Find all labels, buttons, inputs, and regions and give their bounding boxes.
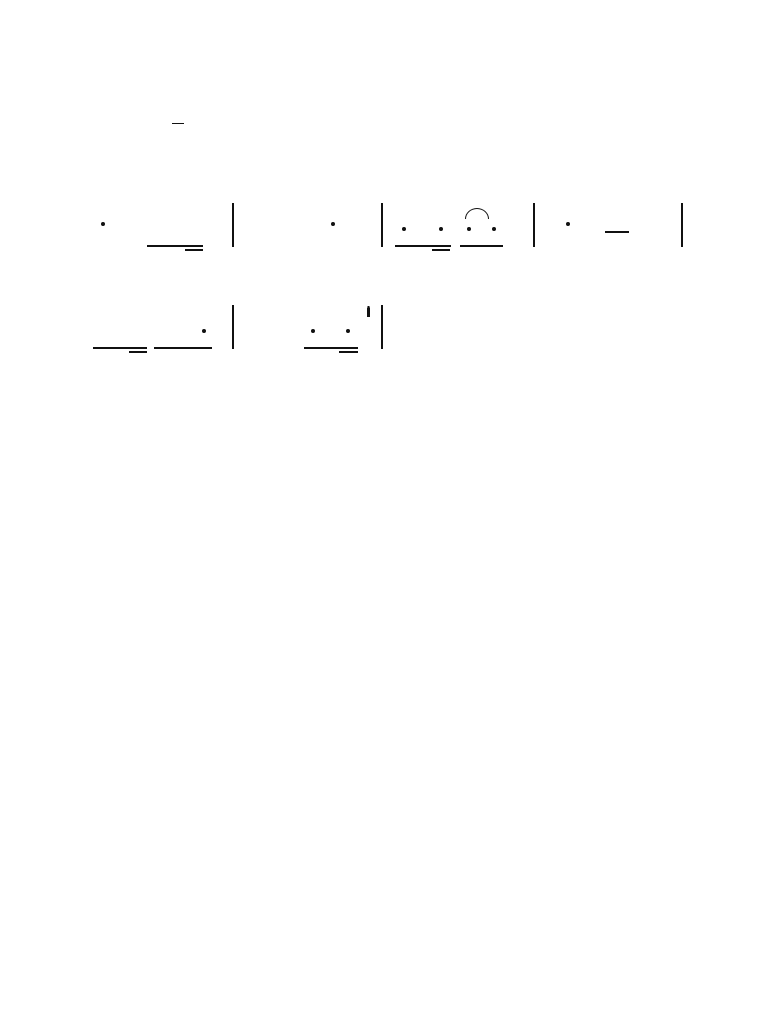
underline (154, 347, 212, 349)
underline (304, 347, 358, 349)
barline (533, 203, 535, 247)
underline (147, 245, 203, 247)
barline (681, 203, 683, 247)
underline (93, 347, 147, 349)
underline (185, 249, 203, 251)
underline (129, 351, 147, 353)
underline (432, 249, 450, 251)
sustain-dash (605, 231, 629, 233)
slur (465, 208, 489, 219)
barline (381, 203, 383, 247)
time-signature (172, 122, 184, 125)
barline (232, 203, 234, 247)
underline (339, 351, 358, 353)
underline (460, 245, 503, 247)
underline (395, 245, 451, 247)
barline (381, 305, 383, 349)
barline (232, 305, 234, 349)
